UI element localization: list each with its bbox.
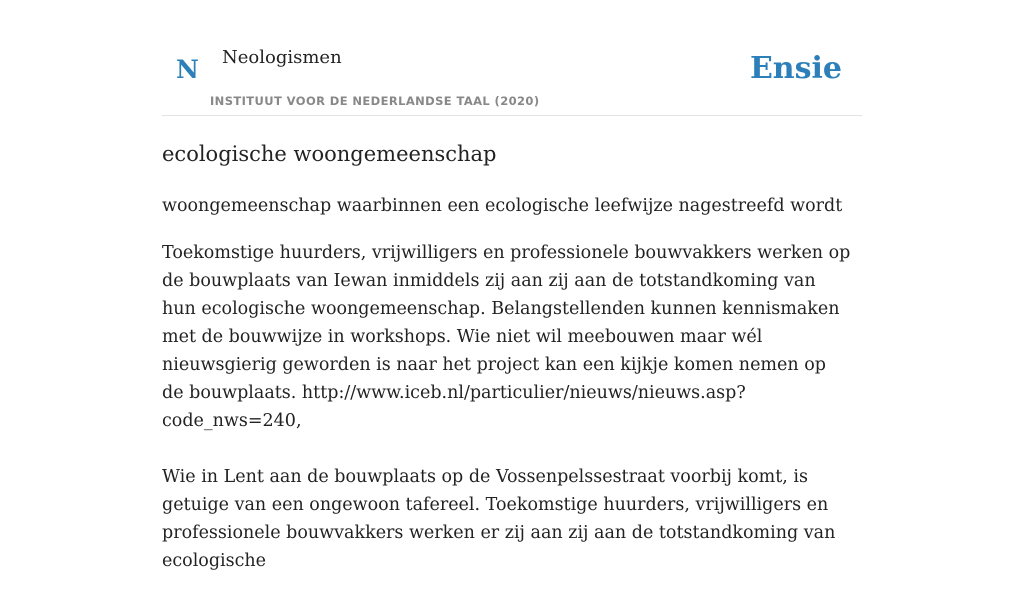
entry-definition: woongemeenschap waarbinnen een ecologische leefwijze nagestreefd wordt <box>162 196 843 216</box>
brand-logo[interactable]: Ensie <box>749 51 842 86</box>
source-title-link[interactable]: Neologismen <box>222 47 342 68</box>
entry-examples <box>162 239 852 603</box>
example-paragraph: Toekomstige huurders, vrijwilligers en professionele bouwvakkers werken op de bouwplaats van Iewan inmiddels zij aan zij aan de totstandkoming van hun ecologische woongemeenschap. Belangstellenden kunnen kennismaken met de bouwwijze in workshops. Wie niet wil meebouwen maar wél nieuwsgierig geworden is naar het project kan een kijkje komen nemen op de bouwplaats. http://www.iceb.nl/particulier/nieuws/nieuws.asp?code_nws=240, <box>162 243 851 431</box>
entry-term: ecologische woongemeenschap <box>162 142 497 166</box>
page-header <box>162 0 862 116</box>
example-paragraph: Wie in Lent aan de bouwplaats op de Vossenpelssestraat voorbij komt, is getuige van een ongewoon tafereel. Toekomstige huurders, vrijwilligers en professionele bouwvakkers werken er zij aan zij aan de totstandkoming van ecologische <box>162 467 836 571</box>
source-subtitle: INSTITUUT VOOR DE NEDERLANDSE TAAL (2020) <box>210 94 540 108</box>
source-logo[interactable]: N <box>176 55 199 84</box>
